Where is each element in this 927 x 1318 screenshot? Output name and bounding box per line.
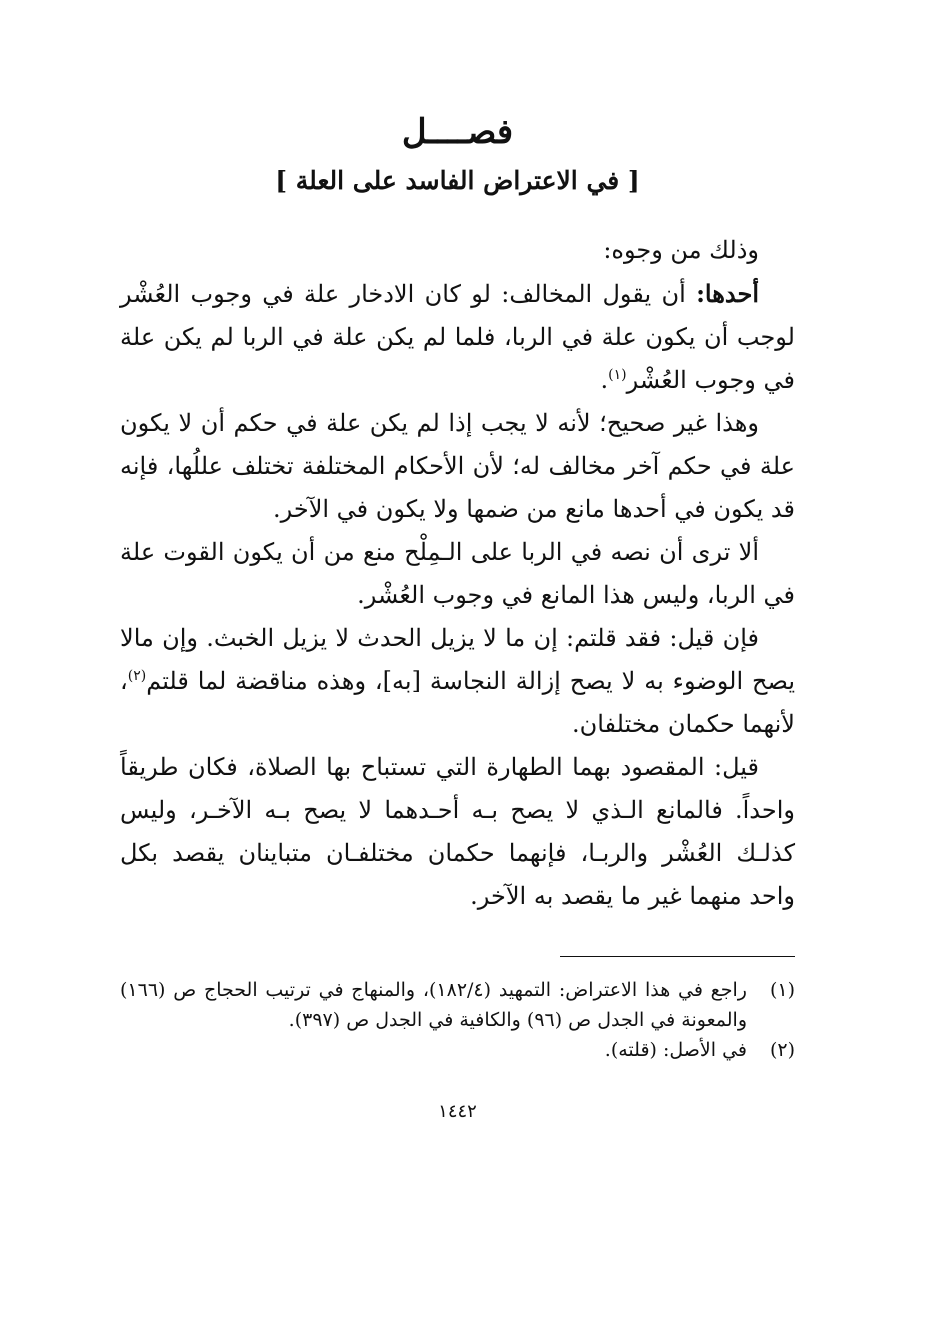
paragraph [120, 229, 795, 272]
paragraph [120, 617, 795, 746]
page-number: ١٤٤٢ [438, 1101, 477, 1122]
footnote [120, 1035, 795, 1065]
paragraph-tail: ، لأنهما حكمان مختلفان. [120, 667, 795, 738]
paragraph-tail: . [600, 366, 609, 394]
paragraph-text: وذلك من وجوه: [603, 236, 759, 264]
footnote-number: (٢) [769, 1039, 795, 1061]
paragraph-text: فإن قيل: فقد قلتم: إن ما لا يزيل الحدث لا يزيل الخبث. وإن مالا يصح الوضوء به لا يصح إزالة النجاسة [به]، وهذه مناقضة لما قلتم [120, 624, 795, 695]
paragraph-text: أن يقول المخالف: لو كان الادخار علة في وجوب العُشْر لوجب أن يكون علة في الربا، فلما لم يكن علة في الربا لم يكن علة في وجوب العُشْر [120, 280, 795, 394]
footnote-reference: (١) [608, 367, 627, 383]
paragraph-text: وهذا غير صحيح؛ لأنه لا يجب إذا لم يكن علة في حكم أن لا يكون علة في حكم آخر مخالف له؛ لأن الأحكام المختلفة تختلف عللُها، فإنه قد يكون في أحدها مانع من ضمها ولا يكون في الآخر. [120, 409, 795, 523]
paragraph [120, 272, 795, 402]
footnote-text: في الأصل: (قلته). [604, 1039, 747, 1061]
paragraph [120, 402, 795, 531]
footnote-number: (١) [769, 979, 795, 1001]
paragraph [120, 746, 795, 918]
footnote-reference: (٢) [127, 668, 147, 684]
footnote [120, 975, 795, 1035]
main-text [120, 229, 795, 918]
chapter-heading: فصــــل [401, 112, 514, 152]
book-page [120, 100, 795, 1300]
footnote-text: راجع في هذا الاعتراض: التمهيد (١٨٢/٤)، والمنهاج في ترتيب الحجاج ص (١٦٦) والمعونة في الجدل ص (٩٦) والكافية في الجدل ص (٣٩٧). [120, 979, 747, 1031]
footnotes [120, 975, 795, 1065]
paragraph [120, 531, 795, 617]
chapter-subheading: [ في الاعتراض الفاسد على العلة ] [275, 166, 640, 195]
paragraph-text: قيل: المقصود بهما الطهارة التي تستباح بها الصلاة، فكان طريقاً واحداً. فالمانع الـذي لا يصح بـه أحـدهما لا يصح بـه الآخـر، وليس كذلـك العُشْر والربـا، فإنهما حكمان مختلفـان متباينان يقصد بكل واحد منهما غير ما يقصد به الآخر. [120, 753, 795, 910]
footnote-divider [560, 956, 795, 957]
paragraph-text: ألا ترى أن نصه في الربا على الـمِلْح منع من أن يكون القوت علة في الربا، وليس هذا المانع في وجوب العُشْر. [120, 538, 795, 609]
paragraph-lead: أحدها: [696, 279, 759, 308]
